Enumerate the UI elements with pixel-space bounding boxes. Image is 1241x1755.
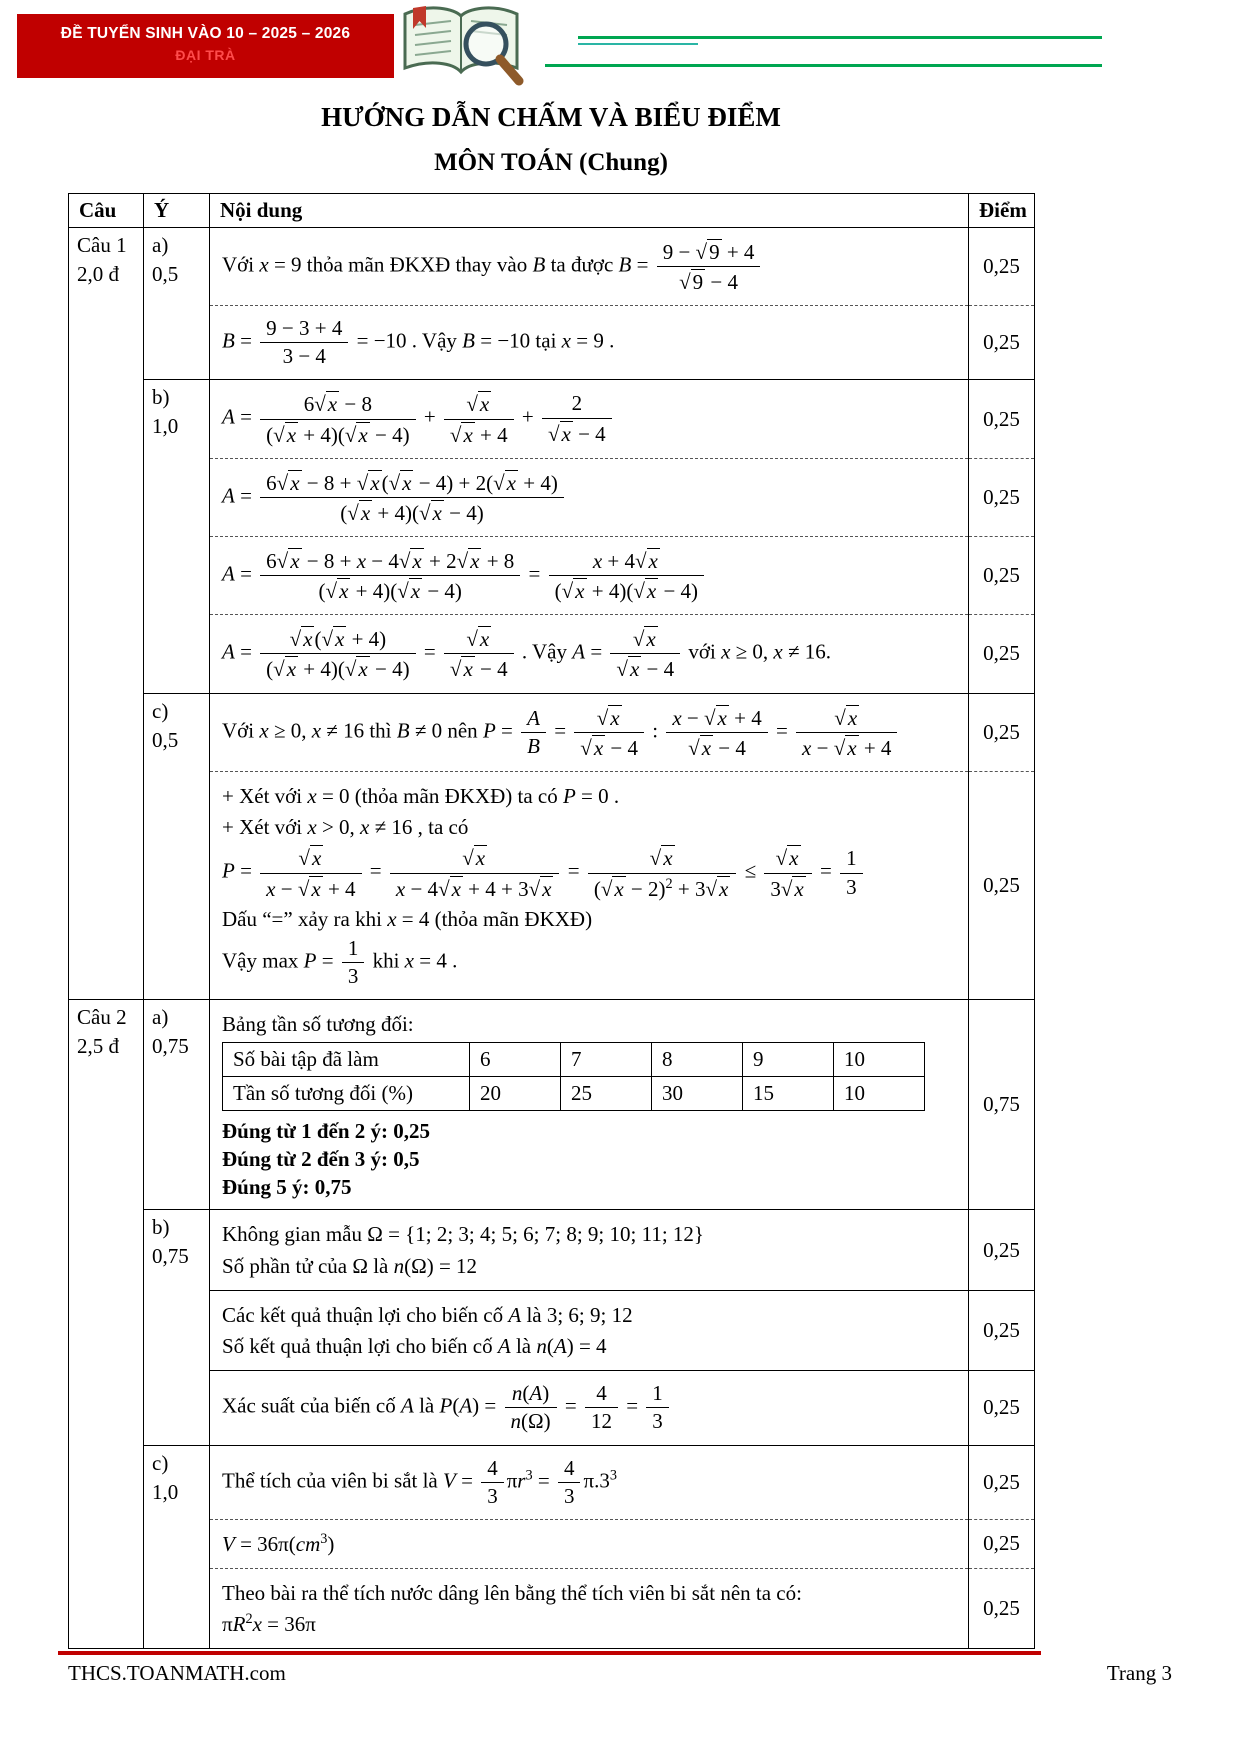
- part-points: 0,75: [152, 1244, 189, 1269]
- page-subtitle: MÔN TOÁN (Chung): [434, 149, 668, 176]
- freq-cell: 15: [743, 1077, 834, 1111]
- table-header-row: [69, 194, 1035, 228]
- freq-cell: 6: [470, 1043, 561, 1077]
- content-cell: [210, 615, 969, 693]
- math-line: $\pi R^2x = 36\pi$: [222, 1611, 316, 1637]
- score-cell: 0,25: [969, 1519, 1035, 1568]
- math-line: A = $\frac{6√x - 8}{(√x + 4)(√x - 4)}$ + $\frac{√x}{√x + 4}$ + $\frac{2}{√x - 4}$: [222, 391, 956, 446]
- part-points: 0,75: [152, 1034, 189, 1059]
- freq-cell: 7: [561, 1043, 652, 1077]
- banner-subtitle: ĐẠI TRÀ: [175, 47, 236, 63]
- part-points: 1,0: [152, 414, 179, 439]
- score-cell: 0,25: [969, 1445, 1035, 1519]
- decor-line-green-bottom: [545, 64, 1102, 67]
- content-cell: [210, 228, 969, 306]
- freq-cell: 9: [743, 1043, 834, 1077]
- table-row: [69, 1290, 1035, 1371]
- content-cell: [210, 1519, 969, 1568]
- content-cell: [210, 1000, 969, 1210]
- math-line: Vậy max P = $\frac{1}{3}$ khi x = 4 .: [222, 935, 458, 988]
- question-cell: [69, 1000, 144, 1649]
- table-row: [69, 693, 1035, 771]
- part-label: a): [152, 233, 169, 257]
- part-cell: [144, 1445, 210, 1649]
- grading-note: Đúng 5 ý: 0,75: [222, 1175, 352, 1200]
- freq-cell: 30: [652, 1077, 743, 1111]
- score-cell: 0,25: [969, 771, 1035, 999]
- question-points: 2,0 đ: [77, 262, 119, 286]
- grading-table: [68, 193, 1035, 1649]
- col-header-diem: Điểm: [969, 194, 1035, 228]
- content-cell: [210, 1371, 969, 1445]
- part-cell: [144, 693, 210, 1000]
- table-row: [223, 1077, 925, 1111]
- book-magnifier-icon: [385, 0, 537, 92]
- math-line: A = $\frac{6√x - 8 + √x(√x - 4) + 2(√x + 4)}{(√x + 4)(√x - 4)}$: [222, 470, 956, 525]
- freq-cell: 20: [470, 1077, 561, 1111]
- freq-cell: 25: [561, 1077, 652, 1111]
- table-row: [69, 615, 1035, 693]
- content-cell: [210, 537, 969, 615]
- score-cell: 0,25: [969, 693, 1035, 771]
- part-points: 0,5: [152, 262, 179, 286]
- footer-page-number: Trang 3: [1106, 1660, 1172, 1685]
- question-cell: [69, 228, 144, 1000]
- table-row: [69, 1371, 1035, 1445]
- content-line: Bảng tần số tương đối:: [222, 1012, 414, 1037]
- score-cell: 0,25: [969, 228, 1035, 306]
- math-line: $V = 36\pi(cm^3)$: [222, 1530, 335, 1556]
- table-row: [223, 1043, 925, 1077]
- grading-note: Đúng từ 1 đến 2 ý: 0,25: [222, 1119, 431, 1144]
- freq-cell: 10: [834, 1043, 925, 1077]
- page-header: [0, 0, 1241, 96]
- math-line: A = $\frac{√x(√x + 4)}{(√x + 4)(√x - 4)}$ = $\frac{√x}{√x - 4}$ . Vậy A = $\frac{√x}{√x - 4}$ với x ≥ 0, x ≠ 16.: [222, 627, 832, 682]
- content-cell: [210, 771, 969, 999]
- score-cell: 0,25: [969, 1290, 1035, 1371]
- math-line: Với x ≥ 0, x ≠ 16 thì B ≠ 0 nên P = $\frac{A}{B}$ = $\frac{√x}{√x - 4}$ : $\frac{x - √x + 4}{√x - 4}$ = $\frac{√x}{x - √x + 4}$: [222, 705, 956, 760]
- decor-line-green-top: [578, 36, 1102, 39]
- part-label: c): [152, 1450, 169, 1475]
- decor-line-teal: [578, 43, 698, 45]
- math-line: + Xét với x = 0 (thỏa mãn ĐKXĐ) ta có P = 0 .: [222, 783, 620, 808]
- freq-row-label: Tần số tương đối (%): [223, 1077, 470, 1111]
- content-cell: [210, 380, 969, 458]
- table-row: [69, 228, 1035, 306]
- col-header-y: Ý: [144, 194, 210, 228]
- math-line: Các kết quả thuận lợi cho biến cố A là 3; 6; 9; 12: [222, 1302, 633, 1327]
- page-title: HƯỚNG DẪN CHẤM VÀ BIỂU ĐIỂM: [321, 102, 781, 132]
- math-line: Theo bài ra thể tích nước dâng lên bằng thể tích viên bi sắt nên ta có:: [222, 1580, 802, 1605]
- freq-cell: 8: [652, 1043, 743, 1077]
- freq-cell: 10: [834, 1077, 925, 1111]
- score-cell: 0,25: [969, 380, 1035, 458]
- footer-rule: [58, 1651, 1041, 1655]
- footer-site: THCS.TOANMATH.com: [68, 1660, 286, 1685]
- freq-row-label: Số bài tập đã làm: [223, 1043, 470, 1077]
- math-line: P = $\frac{√x}{x - √x + 4}$ = $\frac{√x}{x - 4√x + 4 + 3√x}$ = $\frac{√x}{(√x - 2)^2 + 3√x}$ ≤ $\frac{√x}{3√x}$ = $\frac{1}{3}$: [222, 845, 956, 900]
- content-cell: [210, 1210, 969, 1291]
- exam-banner: [17, 14, 394, 78]
- part-label: b): [152, 385, 170, 410]
- table-row: [69, 771, 1035, 999]
- part-cell: [144, 380, 210, 693]
- part-cell: [144, 1000, 210, 1210]
- math-line: Thể tích của viên bi sắt là V = $\frac{4}{3}$ $\pi r^3$ = $\frac{4}{3}$ $\pi.3^3$: [222, 1455, 617, 1508]
- math-line: B = $\frac{9 - 3 + 4}{3 - 4}$ = −10 . Vậy B = −10 tại x = 9 .: [222, 316, 615, 369]
- table-row: [69, 306, 1035, 380]
- part-points: 1,0: [152, 1479, 179, 1504]
- frequency-table: [222, 1042, 925, 1111]
- score-cell: 0,25: [969, 1210, 1035, 1291]
- table-row: [69, 1210, 1035, 1291]
- math-line: Số kết quả thuận lợi cho biến cố A là n(A) = 4: [222, 1334, 607, 1359]
- table-row: [69, 1568, 1035, 1649]
- question-label: Câu 2: [77, 1005, 127, 1030]
- score-cell: 0,75: [969, 1000, 1035, 1210]
- math-line: Xác suất của biến cố A là P(A) = $\frac{n(A)}{n(\Omega)}$ = $\frac{4}{12}$ = $\frac{1}{3}$: [222, 1382, 956, 1433]
- grading-note: Đúng từ 2 đến 3 ý: 0,5: [222, 1147, 420, 1172]
- content-cell: [210, 306, 969, 380]
- table-row: [69, 1000, 1035, 1210]
- score-cell: 0,25: [969, 458, 1035, 536]
- table-row: [69, 458, 1035, 536]
- score-cell: 0,25: [969, 306, 1035, 380]
- part-label: c): [152, 698, 169, 723]
- table-row: [69, 380, 1035, 458]
- score-cell: 0,25: [969, 1568, 1035, 1649]
- math-line: Dấu “=” xảy ra khi x = 4 (thỏa mãn ĐKXĐ): [222, 906, 593, 931]
- math-line: Không gian mẫu Ω = {1; 2; 3; 4; 5; 6; 7; 8; 9; 10; 11; 12}: [222, 1222, 704, 1247]
- page-footer: [68, 1661, 1172, 1686]
- question-points: 2,5 đ: [77, 1034, 119, 1059]
- banner-title: ĐỀ TUYỂN SINH VÀO 10 – 2025 – 2026: [60, 25, 351, 42]
- table-row: [69, 1519, 1035, 1568]
- question-label: Câu 1: [77, 233, 127, 257]
- math-line: + Xét với x > 0, x ≠ 16 , ta có: [222, 815, 469, 840]
- math-line: A = $\frac{6√x - 8 + x - 4√x + 2√x + 8}{(√x + 4)(√x - 4)}$ = $\frac{x + 4√x}{(√x + 4)(√x - 4)}$: [222, 548, 956, 603]
- content-cell: [210, 458, 969, 536]
- table-row: [69, 537, 1035, 615]
- math-line: Số phần tử của Ω là n(Ω) = 12: [222, 1253, 478, 1278]
- math-line: Với x = 9 thỏa mãn ĐKXĐ thay vào B ta được B = $\frac{9 - √9 + 4}{√9 - 4}$: [222, 239, 956, 294]
- part-cell: [144, 1210, 210, 1445]
- col-header-cau: Câu: [69, 194, 144, 228]
- content-cell: [210, 1568, 969, 1649]
- part-cell: [144, 228, 210, 380]
- score-cell: 0,25: [969, 615, 1035, 693]
- score-cell: 0,25: [969, 1371, 1035, 1445]
- content-cell: [210, 693, 969, 771]
- content-cell: [210, 1445, 969, 1519]
- part-points: 0,5: [152, 727, 179, 752]
- table-row: [69, 1445, 1035, 1519]
- score-cell: 0,25: [969, 537, 1035, 615]
- col-header-noidung: Nội dung: [210, 194, 969, 228]
- part-label: b): [152, 1215, 170, 1240]
- content-cell: [210, 1290, 969, 1371]
- part-label: a): [152, 1005, 169, 1030]
